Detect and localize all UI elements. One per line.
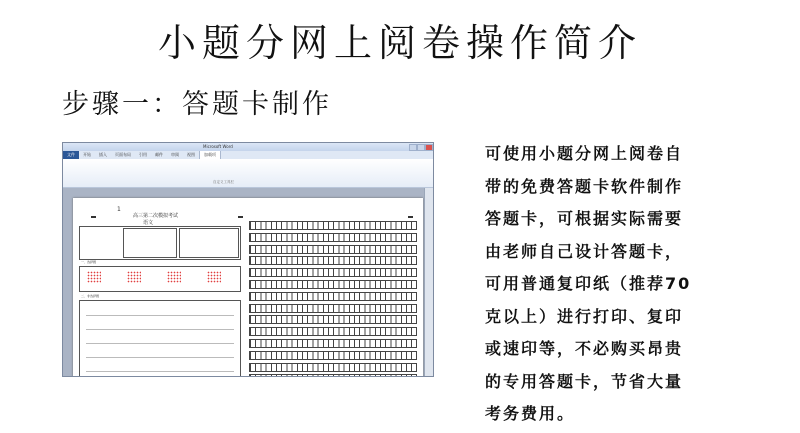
tab-home[interactable]: 开始 <box>83 152 91 157</box>
page-number: 1 <box>117 206 121 213</box>
grid-row <box>249 374 417 377</box>
grid-row <box>249 221 417 230</box>
word-screenshot <box>62 142 434 377</box>
description-line: 可用普通复印纸（推荐70 <box>485 274 692 293</box>
document-area[interactable] <box>63 188 425 376</box>
choice-bubbles <box>127 271 141 283</box>
answer-line <box>86 371 234 372</box>
answer-sheet-page <box>73 198 423 377</box>
page-title: 小题分网上阅卷操作简介 <box>157 21 642 65</box>
minimize-button[interactable] <box>409 144 417 151</box>
description-line: 克以上）进行打印、复印 <box>485 306 684 326</box>
tab-review[interactable]: 审阅 <box>171 152 179 157</box>
section-select-label: 一、选择题 <box>81 260 97 264</box>
tab-addins[interactable]: 加载项 <box>199 150 221 159</box>
description-line: 带的免费答题卡软件制作 <box>485 176 684 196</box>
grid-row <box>249 363 417 372</box>
grid-row <box>249 280 417 289</box>
tab-file[interactable]: 文件 <box>63 151 79 159</box>
doc-subtitle: 语文 <box>143 220 154 226</box>
tab-mailings[interactable]: 邮件 <box>155 152 163 157</box>
ribbon <box>63 159 433 188</box>
section-fill-label: 二、非选择题 <box>81 294 100 298</box>
tab-view[interactable]: 视图 <box>187 152 195 157</box>
grid-row <box>249 245 417 254</box>
grid-row <box>249 327 417 336</box>
ribbon-tabs <box>63 151 433 159</box>
grid-row <box>249 268 417 277</box>
answer-line <box>86 357 234 358</box>
grid-row <box>249 351 417 360</box>
written-answer-box <box>79 300 241 377</box>
maximize-button[interactable] <box>417 144 425 151</box>
close-button[interactable] <box>425 144 433 151</box>
instructions-box <box>123 228 177 258</box>
grid-row <box>249 315 417 324</box>
choice-bubbles <box>167 271 181 283</box>
description-line: 考务费用。 <box>485 404 576 423</box>
description-line: 由老师自己设计答题卡， <box>485 241 684 261</box>
choice-bubbles <box>207 271 221 283</box>
position-marker <box>91 216 96 218</box>
answer-line <box>86 329 234 330</box>
grid-rows <box>249 221 417 377</box>
window-titlebar <box>63 143 433 151</box>
tab-layout[interactable]: 页面布局 <box>115 152 131 157</box>
grid-row <box>249 304 417 313</box>
description-line: 的专用答题卡，节省大量 <box>485 371 684 391</box>
answer-line <box>86 315 234 316</box>
grid-row <box>249 292 417 301</box>
ribbon-group-label: 自定义工具栏 <box>213 180 234 184</box>
barcode-box <box>179 228 239 258</box>
vertical-scrollbar[interactable] <box>424 188 433 376</box>
description-line: 或速印等，不必购买昂贵 <box>485 339 684 358</box>
answer-line <box>86 343 234 344</box>
grid-row <box>249 256 417 265</box>
grid-row <box>249 233 417 242</box>
description-line: 答题卡，可根据实际需要 <box>485 209 684 228</box>
position-marker <box>238 216 243 218</box>
tab-references[interactable]: 引用 <box>139 152 147 157</box>
window-title: Microsoft Word <box>203 144 233 149</box>
doc-title: 高三第二次模拟考试 <box>133 213 179 219</box>
step-heading: 步骤一：答题卡制作 <box>62 89 332 120</box>
grid-row <box>249 339 417 348</box>
tab-insert[interactable]: 插入 <box>99 152 107 157</box>
description <box>485 138 730 431</box>
choice-bubbles <box>87 271 101 283</box>
position-marker <box>408 216 413 218</box>
description-line: 可使用小题分网上阅卷自 <box>485 144 684 163</box>
